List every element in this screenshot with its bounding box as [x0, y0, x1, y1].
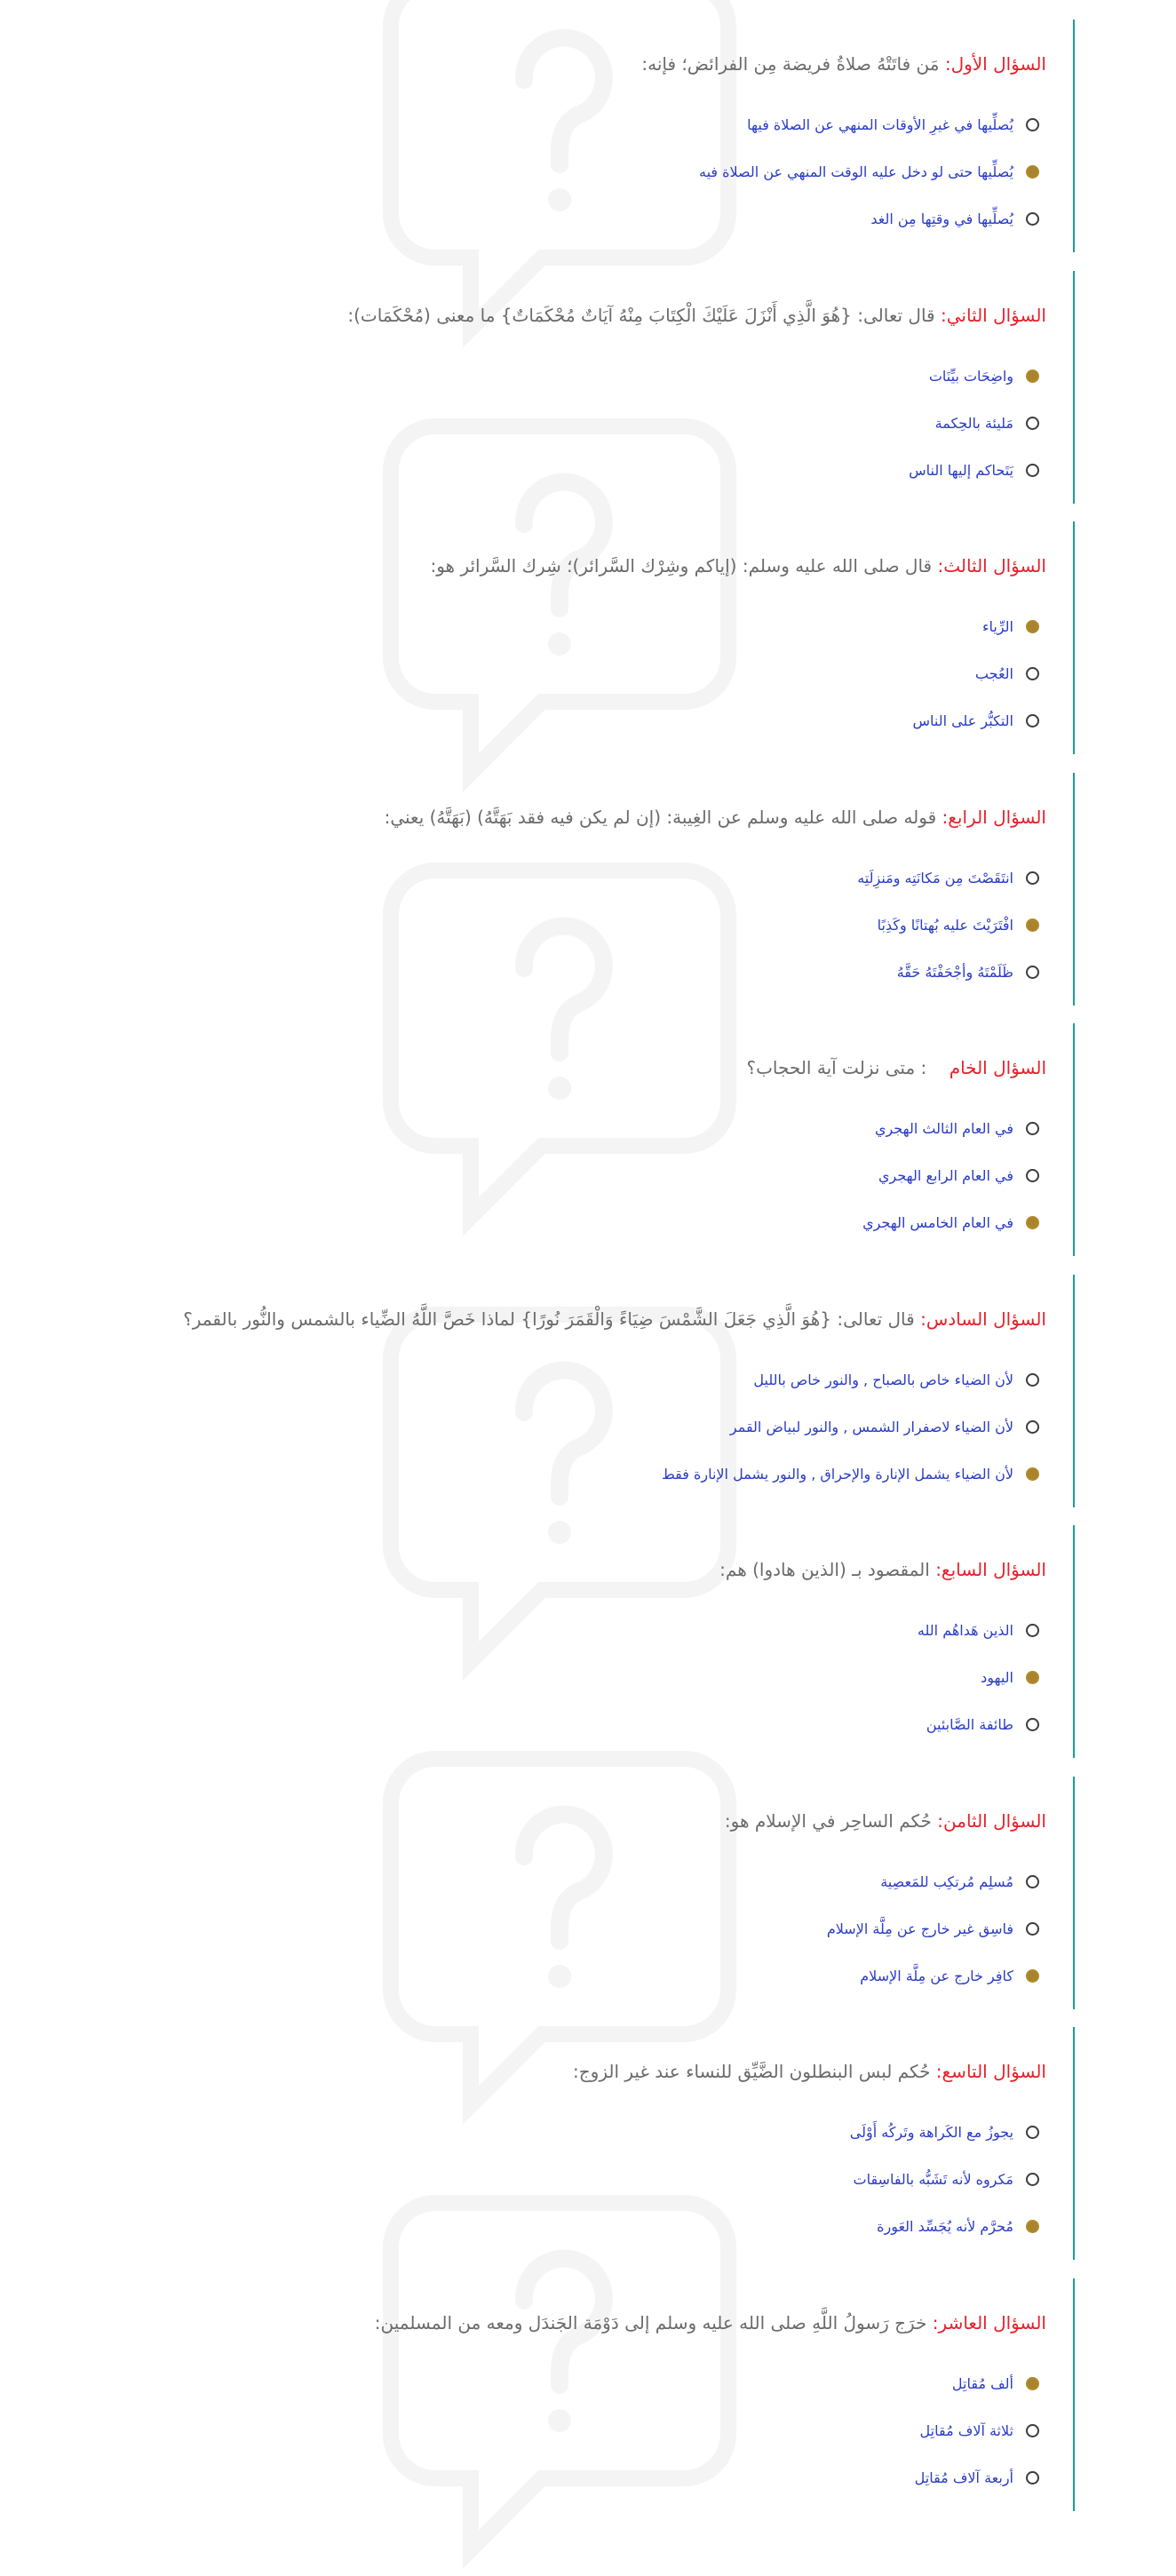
question-text	[0, 1559, 1046, 1580]
question-body: خرَج رَسولُ اللَّهِ صلى الله عليه وسلم إلى دَوْمَة الجَندَل ومعه من المسلمين:	[374, 2312, 933, 2334]
radio-unselected-icon[interactable]	[1026, 2173, 1039, 2186]
answer-option[interactable]	[929, 363, 1039, 388]
question-card	[0, 1777, 1075, 2009]
answer-option-label: العُجب	[974, 664, 1013, 682]
question-text	[0, 807, 1046, 828]
question-label: السؤال الثامن:	[937, 1810, 1046, 1832]
answer-option-label: التكبُّر على الناس	[912, 712, 1013, 729]
radio-selected-icon[interactable]	[1026, 165, 1039, 179]
answer-option[interactable]	[909, 457, 1039, 482]
answer-option[interactable]	[920, 2418, 1039, 2443]
answer-option[interactable]	[699, 159, 1039, 184]
answer-option[interactable]	[878, 1163, 1039, 1188]
question-label: السؤال الرابع:	[942, 807, 1046, 828]
radio-unselected-icon[interactable]	[1026, 1922, 1039, 1936]
answer-option-label: يَتَحاكم إليها الناس	[909, 461, 1013, 479]
answer-option[interactable]	[926, 1712, 1039, 1737]
question-body: قال تعالى: {هُوَ الَّذِي أَنْزَلَ عَلَيْكَ الْكِتَابَ مِنْهُ آيَاتٌ مُحْكَمَاتٌ} ما معنى (مُحْكَمَات):	[347, 305, 941, 326]
radio-unselected-icon[interactable]	[1026, 1718, 1039, 1731]
answer-option-label: مَليئة بالحِكمة	[934, 414, 1013, 432]
question-card	[0, 521, 1075, 754]
radio-unselected-icon[interactable]	[1026, 871, 1039, 885]
answer-option[interactable]	[915, 2465, 1039, 2490]
answer-option[interactable]	[854, 2167, 1040, 2191]
radio-unselected-icon[interactable]	[1026, 464, 1039, 477]
answer-option[interactable]	[850, 2119, 1039, 2144]
answer-option-label: الذين هَداهُم الله	[917, 1621, 1013, 1639]
answer-option-label: يُصلِّيها في وقتِها مِن الغد	[870, 210, 1013, 227]
question-card	[0, 1023, 1075, 1256]
question-label: السؤال السابع:	[935, 1559, 1046, 1580]
answer-option[interactable]	[753, 1367, 1039, 1392]
answer-option[interactable]	[870, 206, 1039, 231]
question-text	[0, 555, 1046, 576]
radio-selected-icon[interactable]	[1026, 2377, 1039, 2390]
answer-option-label: انتَقَصْتَ مِن مَكانَتِه ومَنزِلَتِه	[857, 869, 1013, 886]
question-label: السؤال الأول:	[944, 53, 1046, 75]
radio-unselected-icon[interactable]	[1026, 1122, 1039, 1135]
radio-unselected-icon[interactable]	[1026, 1624, 1039, 1637]
radio-unselected-icon[interactable]	[1026, 1420, 1039, 1434]
question-label: السؤال الثالث:	[937, 555, 1046, 576]
answer-option[interactable]	[860, 1963, 1039, 1988]
question-card	[0, 2027, 1075, 2260]
answer-option-label: ثلاثة آلاف مُقاتِل	[919, 2421, 1013, 2439]
answer-option[interactable]	[862, 1210, 1039, 1235]
question-card	[0, 271, 1075, 504]
answer-option-label: كافِر خارج عن مِلَّة الإسلام	[860, 1967, 1013, 1984]
answer-option[interactable]	[662, 1461, 1039, 1486]
radio-unselected-icon[interactable]	[1026, 1875, 1039, 1888]
answer-option[interactable]	[952, 2371, 1039, 2396]
answer-option[interactable]	[880, 1869, 1039, 1894]
question-label: السؤال الثاني:	[940, 305, 1046, 326]
radio-unselected-icon[interactable]	[1026, 1169, 1039, 1182]
answer-option-label: لأن الضياء يشمل الإنارة والإحراق , والنور يشمل الإنارة فقط	[661, 1465, 1013, 1483]
question-body: مَن فاتَتْهُ صلاةُ فريضة مِن الفرائض؛ فإنه:	[641, 53, 945, 75]
answer-option[interactable]	[981, 1665, 1039, 1690]
answer-option[interactable]	[827, 1916, 1039, 1941]
answer-option-label: مُسلِم مُرتكِب للمَعصِية	[880, 1872, 1013, 1890]
answer-option[interactable]	[875, 1116, 1039, 1141]
radio-selected-icon[interactable]	[1026, 1969, 1039, 1983]
answer-option[interactable]	[975, 661, 1039, 686]
radio-unselected-icon[interactable]	[1026, 966, 1039, 979]
question-label: السؤال السادس:	[920, 1308, 1046, 1330]
question-body: المقصود بـ (الذين هادوا) هم:	[719, 1559, 936, 1580]
answer-option-label: يُصلِّيها في غيرِ الأوقات المنهي عن الصلاة فيها	[747, 115, 1013, 133]
radio-selected-icon[interactable]	[1026, 620, 1039, 633]
question-body: قوله صلى الله عليه وسلم عن الغِيبة: (إن لم يكن فيه فقد بَهَتَّهُ) (بَهَتَّهُ) يعني:	[384, 807, 942, 828]
answer-option-label: لأن الضياء لاصفرار الشمس , والنور لبياض القمر	[729, 1418, 1013, 1435]
question-card	[0, 20, 1075, 252]
answer-option-label: مَكروه لأنه تَشَبُّه بالفاسِقات	[853, 2170, 1013, 2188]
answer-option-label: افْتَرَيْتَ عليه بُهتانًا وكَذِبًا	[877, 916, 1013, 934]
answer-option-label: واضِحَات بيِّنَات	[928, 367, 1013, 385]
question-text	[0, 2312, 1046, 2334]
question-text	[0, 1810, 1046, 1832]
answer-option[interactable]	[982, 614, 1039, 639]
answer-option[interactable]	[747, 112, 1039, 137]
answer-option[interactable]	[857, 865, 1039, 890]
answer-option-label: ظَلَمْتَهُ وأجْحَفْتَهُ حَقَّهُ	[896, 963, 1013, 981]
radio-selected-icon[interactable]	[1026, 918, 1039, 932]
answer-option[interactable]	[918, 1618, 1039, 1642]
answer-option-label: في العام الخامس الهجري	[862, 1213, 1013, 1231]
answer-option-label: يُصلِّيها حتى لو دخل عليه الوقت المنهي عن الصلاة فيه	[698, 163, 1013, 180]
radio-unselected-icon[interactable]	[1026, 417, 1039, 430]
answer-option-label: مُحرَّم لأنه يُجَسِّد العَورة	[877, 2217, 1013, 2235]
answer-option[interactable]	[897, 959, 1039, 984]
radio-unselected-icon[interactable]	[1026, 667, 1039, 680]
answer-option-label: طائفة الصَّابئين	[926, 1715, 1013, 1733]
answer-option[interactable]	[912, 708, 1039, 733]
answer-option-label: أربعة آلاف مُقاتِل	[914, 2469, 1013, 2486]
question-card	[0, 1275, 1075, 1507]
radio-selected-icon[interactable]	[1026, 370, 1039, 383]
answer-option-label: لأن الضياء خاص بالصباح , والنور خاص بالليل	[753, 1371, 1013, 1388]
radio-selected-icon[interactable]	[1026, 1671, 1039, 1684]
question-body: قال صلى الله عليه وسلم: (إياكم وشِرْك السَّرائر)؛ شِرك السَّرائر هو:	[430, 555, 938, 576]
radio-unselected-icon[interactable]	[1026, 2126, 1039, 2139]
answer-option-label: فاسِق غير خارج عن مِلَّة الإسلام	[826, 1920, 1013, 1937]
radio-unselected-icon[interactable]	[1026, 1373, 1039, 1387]
question-card	[0, 2278, 1075, 2511]
radio-selected-icon[interactable]	[1026, 2220, 1039, 2233]
question-text	[0, 2061, 1046, 2082]
radio-unselected-icon[interactable]	[1026, 714, 1039, 727]
question-body: : متى نزلت آية الحجاب؟	[746, 1057, 950, 1078]
question-label: السؤال العاشر:	[932, 2312, 1046, 2334]
radio-unselected-icon[interactable]	[1026, 2471, 1039, 2485]
question-body: حُكم الساحِر في الإسلام هو:	[724, 1810, 938, 1832]
radio-selected-icon[interactable]	[1026, 1467, 1039, 1481]
radio-unselected-icon[interactable]	[1026, 2424, 1039, 2437]
answer-option[interactable]	[935, 410, 1039, 435]
answer-option-label: في العام الثالث الهجري	[874, 1119, 1013, 1137]
answer-option-label: يجوزُ مع الكَراهة وتَركُه أَوْلَى	[849, 2123, 1013, 2141]
radio-unselected-icon[interactable]	[1026, 212, 1039, 226]
question-text	[0, 1308, 1046, 1330]
answer-option[interactable]	[730, 1414, 1039, 1439]
radio-selected-icon[interactable]	[1026, 1216, 1039, 1229]
question-label: السؤال الخام	[949, 1057, 1046, 1078]
question-text	[0, 1057, 1046, 1078]
question-text	[0, 53, 1046, 75]
answer-option-label: اليهود	[981, 1668, 1013, 1686]
answer-option-label: ألف مُقاتِل	[951, 2374, 1013, 2392]
question-card	[0, 1525, 1075, 1758]
radio-unselected-icon[interactable]	[1026, 118, 1039, 131]
question-card	[0, 773, 1075, 1006]
answer-option[interactable]	[877, 2214, 1039, 2238]
answer-option-label: الرِّياء	[982, 617, 1013, 635]
answer-option[interactable]	[878, 912, 1039, 937]
question-body: قال تعالى: {هُوَ الَّذِي جَعَلَ الشَّمْسَ ضِيَاءً وَالْقَمَرَ نُورًا} لماذا خَصَّ اللَّهُ الضِّياء بالشمس والنُّور بالقمر؟	[183, 1308, 921, 1330]
answer-option-label: في العام الرابع الهجري	[878, 1166, 1013, 1184]
question-body: حُكم لبس البنطلون الضَّيِّق للنساء عند غير الزوج:	[573, 2061, 936, 2082]
question-label: السؤال التاسع:	[935, 2061, 1046, 2082]
question-text	[0, 305, 1046, 326]
